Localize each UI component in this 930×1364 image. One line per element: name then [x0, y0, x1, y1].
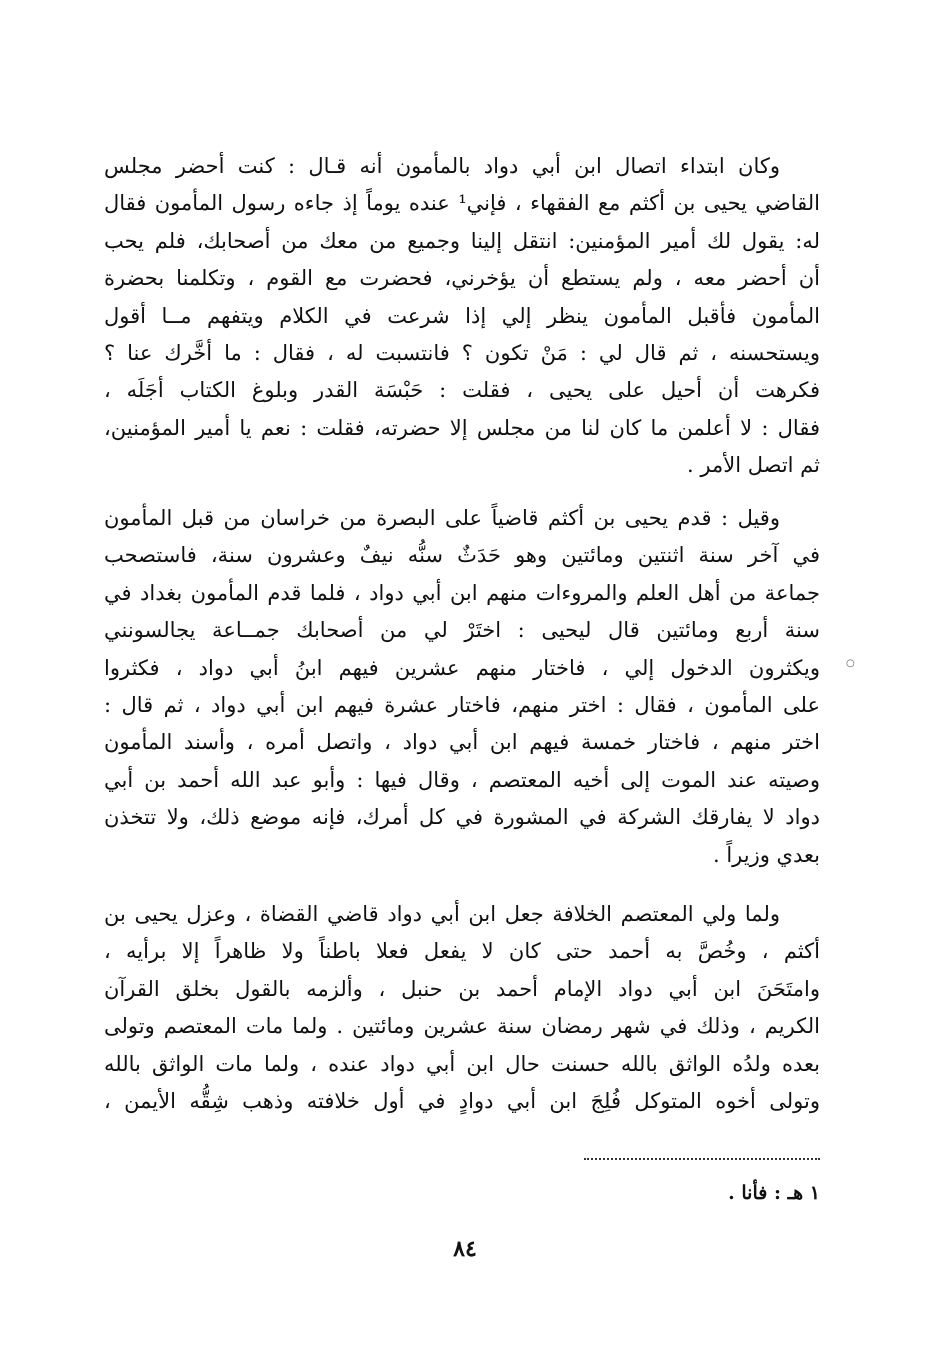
text-line: وامتَحَنَ ابن أبي دواد الإمام أحمد بن حنبل ، وألزمه بالقول بخلق القرآن	[104, 976, 820, 1001]
text-line: في آخر سنة اثنتين ومائتين وهو حَدَثٌ سنُّه نيفٌ وعشرون سنة، فاستصحب	[104, 543, 820, 568]
text-line: بعده ولدُه الواثق بالله حسنت حال ابن أبي دواد عنده ، ولما مات الواثق بالله	[104, 1051, 820, 1076]
paragraph-1	[104, 148, 820, 485]
text-line: أن أحضر معه ، ولم يستطع أن يؤخرني، فحضرت مع القوم ، وتكلمنا بحضرة	[104, 266, 820, 291]
text-line: بعدي وزيراً .	[712, 842, 820, 867]
text-line: وتولى أخوه المتوكل فُلِجَ ابن أبي دوادٍ في أول خلافته وذهب شِقُّه الأيمن ،	[104, 1088, 820, 1113]
text-line: ثم اتصل الأمر .	[687, 453, 820, 478]
text-line: الكريم ، وذلك في شهر رمضان سنة عشرين ومائتين . ولما مات المعتصم وتولى	[104, 1014, 820, 1039]
text-line: وكان ابتداء اتصال ابن أبي دواد بالمأمون أنه قـال : كنت أحضر مجلس	[104, 154, 780, 178]
text-line: ويستحسنه ، ثم قال لي : مَنْ تكون ؟ فانتسبت له ، فقال : ما أخَّرك عنا ؟	[104, 340, 820, 365]
text-line: وصيته عند الموت إلى أخيه المعتصم ، وقال فيها : وأبو عبد الله أحمد بن أبي	[104, 767, 820, 792]
text-line: المأمون فأقبل المأمون ينظر إلي إذا شرعت في الكلام ويتفهم مــا أقول	[104, 303, 820, 328]
text-line: اختر منهم ، فاختار خمسة فيهم ابن أبي دواد ، واتصل أمره ، وأسند المأمون	[104, 730, 820, 755]
text-line: وقيل : قدم يحيى بن أكثم قاضياً على البصرة من خراسان من قبل المأمون	[104, 506, 780, 530]
paragraph-3	[104, 896, 820, 1120]
text-line: سنة أربع ومائتين قال ليحيى : اختَرْ لي من أصحابك جمــاعة يجالسونني	[104, 618, 820, 643]
text-line: دواد لا يفارقك الشركة في المشورة في كل أمرك، فإنه موضع ذلك، ولا تتخذن	[104, 805, 820, 830]
text-line: ولما ولي المعتصم الخلافة جعل ابن أبي دواد قاضي القضاة ، وعزل يحيى بن	[104, 902, 780, 926]
text-line: ويكثرون الدخول إلي ، فاختار منهم عشرين فيهم ابنُ أبي دواد ، فكثروا	[104, 655, 820, 680]
footnote-divider	[584, 1158, 820, 1160]
page-number: ٨٤	[453, 1236, 477, 1262]
text-line: فقال : لا أعلمن ما كان لنا من مجلس إلا حضرته، فقلت : نعم يا أمير المؤمنين،	[104, 415, 820, 440]
text-line: جماعة من أهل العلم والمروءات منهم ابن أبي دواد ، فلما قدم المأمون بغداد في	[104, 580, 820, 605]
footnote: ١ هـ : فأنا .	[728, 1182, 820, 1204]
margin-mark: ○	[846, 658, 855, 669]
paragraph-2	[104, 500, 820, 874]
text-line: على المأمون ، فقال : اختر منهم، فاختار عشرة فيهم ابن أبي دواد ، ثم قال :	[104, 692, 820, 717]
text-line: القاضي يحيى بن أكثم مع الفقهاء ، فإني¹ عنده يوماً إذ جاءه رسول المأمون فقال	[104, 191, 820, 216]
text-line: فكرهت أن أحيل على يحيى ، فقلت : حَبْسَة القدر وبلوغ الكتاب أجَلَه ،	[104, 378, 820, 403]
text-line: أكثم ، وخُصَّ به أحمد حتى كان لا يفعل فعلا باطناً ولا ظاهراً إلا برأيه ،	[104, 939, 820, 964]
text-line: له: يقول لك أمير المؤمنين: انتقل إلينا وجميع من معك من أصحابك، فلم يحب	[104, 228, 820, 253]
